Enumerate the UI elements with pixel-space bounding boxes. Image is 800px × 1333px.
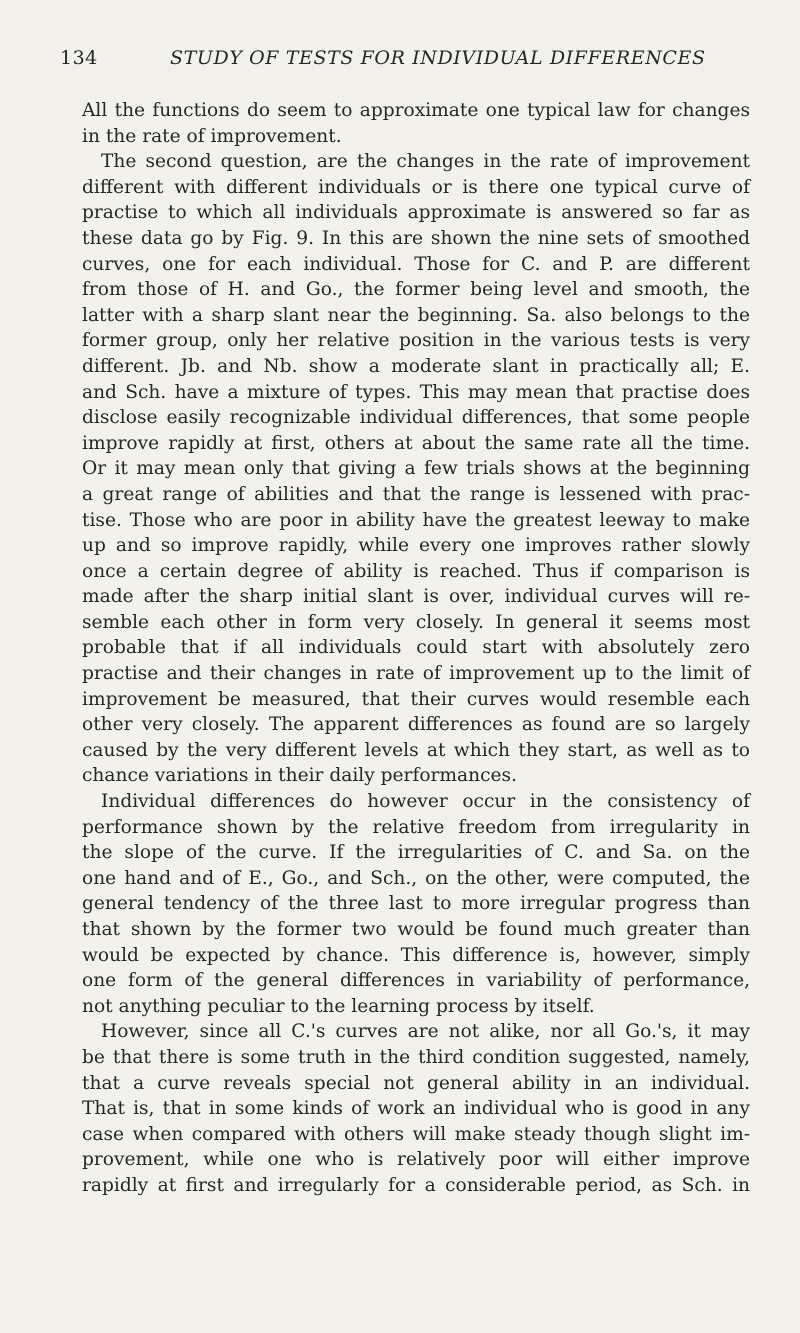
text-line: case when compared with others will make steady though slight im- bbox=[82, 1123, 750, 1145]
text-line: different with different individuals or is there one typical curve of bbox=[82, 176, 750, 198]
text-line: probable that if all individuals could start with absolutely zero bbox=[82, 637, 750, 659]
text-line: one form of the general differences in variability of performance, bbox=[82, 970, 750, 992]
text-line: practise to which all individuals approximate is answered so far as bbox=[82, 202, 750, 224]
text-line: Individual differences do however occur in the consistency of bbox=[101, 791, 750, 813]
text-line: provement, while one who is relatively poor will either improve bbox=[82, 1149, 750, 1171]
text-line: and Sch. have a mixture of types. This may mean that practise does bbox=[82, 381, 750, 403]
text-line: All the functions do seem to approximate one typical law for changes bbox=[82, 100, 750, 121]
text-line: made after the sharp initial slant is over, individual curves will re- bbox=[82, 586, 750, 608]
text-line: practise and their changes in rate of improvement up to the limit of bbox=[82, 663, 750, 685]
text-line: from those of H. and Go., the former being level and smooth, the bbox=[82, 279, 750, 301]
text-line: chance variations in their daily performances. bbox=[82, 765, 517, 787]
text-line: one hand and of E., Go., and Sch., on the other, were computed, the bbox=[82, 867, 750, 889]
running-head bbox=[60, 47, 750, 77]
text-line: former group, only her relative position in the various tests is very bbox=[82, 330, 750, 352]
text-line: Or it may mean only that giving a few trials shows at the beginning bbox=[82, 458, 750, 480]
text-line: be that there is some truth in the third condition suggested, namely, bbox=[82, 1046, 750, 1068]
text-line: that a curve reveals special not general ability in an individual. bbox=[82, 1072, 750, 1094]
text-line: a great range of abilities and that the range is lessened with prac- bbox=[82, 483, 750, 505]
text-line: rapidly at first and irregularly for a considerable period, as Sch. in bbox=[82, 1174, 750, 1196]
text-line: performance shown by the relative freedom from irregularity in bbox=[82, 816, 750, 838]
text-line: caused by the very different levels at which they start, as well as to bbox=[82, 739, 750, 761]
text-line: However, since all C.'s curves are not alike, nor all Go.'s, it may bbox=[101, 1021, 750, 1043]
text-line: other very closely. The apparent differences as found are so largely bbox=[82, 714, 750, 736]
text-line: improvement be measured, that their curves would resemble each bbox=[82, 688, 750, 710]
text-line: The second question, are the changes in the rate of improvement bbox=[101, 151, 750, 173]
running-title: STUDY OF TESTS FOR INDIVIDUAL DIFFERENCES bbox=[170, 47, 706, 69]
text-line: latter with a sharp slant near the beginning. Sa. also belongs to the bbox=[82, 304, 750, 326]
text-line: improve rapidly at first, others at about the same rate all the time. bbox=[82, 432, 750, 454]
text-line: the slope of the curve. If the irregularities of C. and Sa. on the bbox=[82, 842, 750, 864]
text-line: not anything peculiar to the learning process by itself. bbox=[82, 995, 595, 1017]
text-line: That is, that in some kinds of work an individual who is good in any bbox=[82, 1098, 750, 1120]
text-line: that shown by the former two would be found much greater than bbox=[82, 919, 750, 940]
text-line: these data go by Fig. 9. In this are shown the nine sets of smoothed bbox=[82, 227, 750, 249]
text-line: up and so improve rapidly, while every one improves rather slowly bbox=[82, 535, 750, 557]
text-line: general tendency of the three last to more irregular progress than bbox=[82, 893, 750, 915]
text-line: different. Jb. and Nb. show a moderate slant in practically all; E. bbox=[82, 355, 750, 377]
text-line: would be expected by chance. This difference is, however, simply bbox=[82, 944, 750, 966]
page-number: 134 bbox=[60, 47, 98, 69]
text-line: in the rate of improvement. bbox=[82, 125, 342, 147]
text-line: once a certain degree of ability is reached. Thus if comparison is bbox=[82, 560, 750, 582]
text-line: semble each other in form very closely. In general it seems most bbox=[82, 611, 750, 633]
body-text bbox=[82, 98, 750, 1199]
text-line: disclose easily recognizable individual differences, that some people bbox=[82, 407, 750, 429]
text-line: tise. Those who are poor in ability have the greatest leeway to make bbox=[82, 509, 750, 531]
text-line: curves, one for each individual. Those for C. and P. are different bbox=[82, 253, 750, 275]
